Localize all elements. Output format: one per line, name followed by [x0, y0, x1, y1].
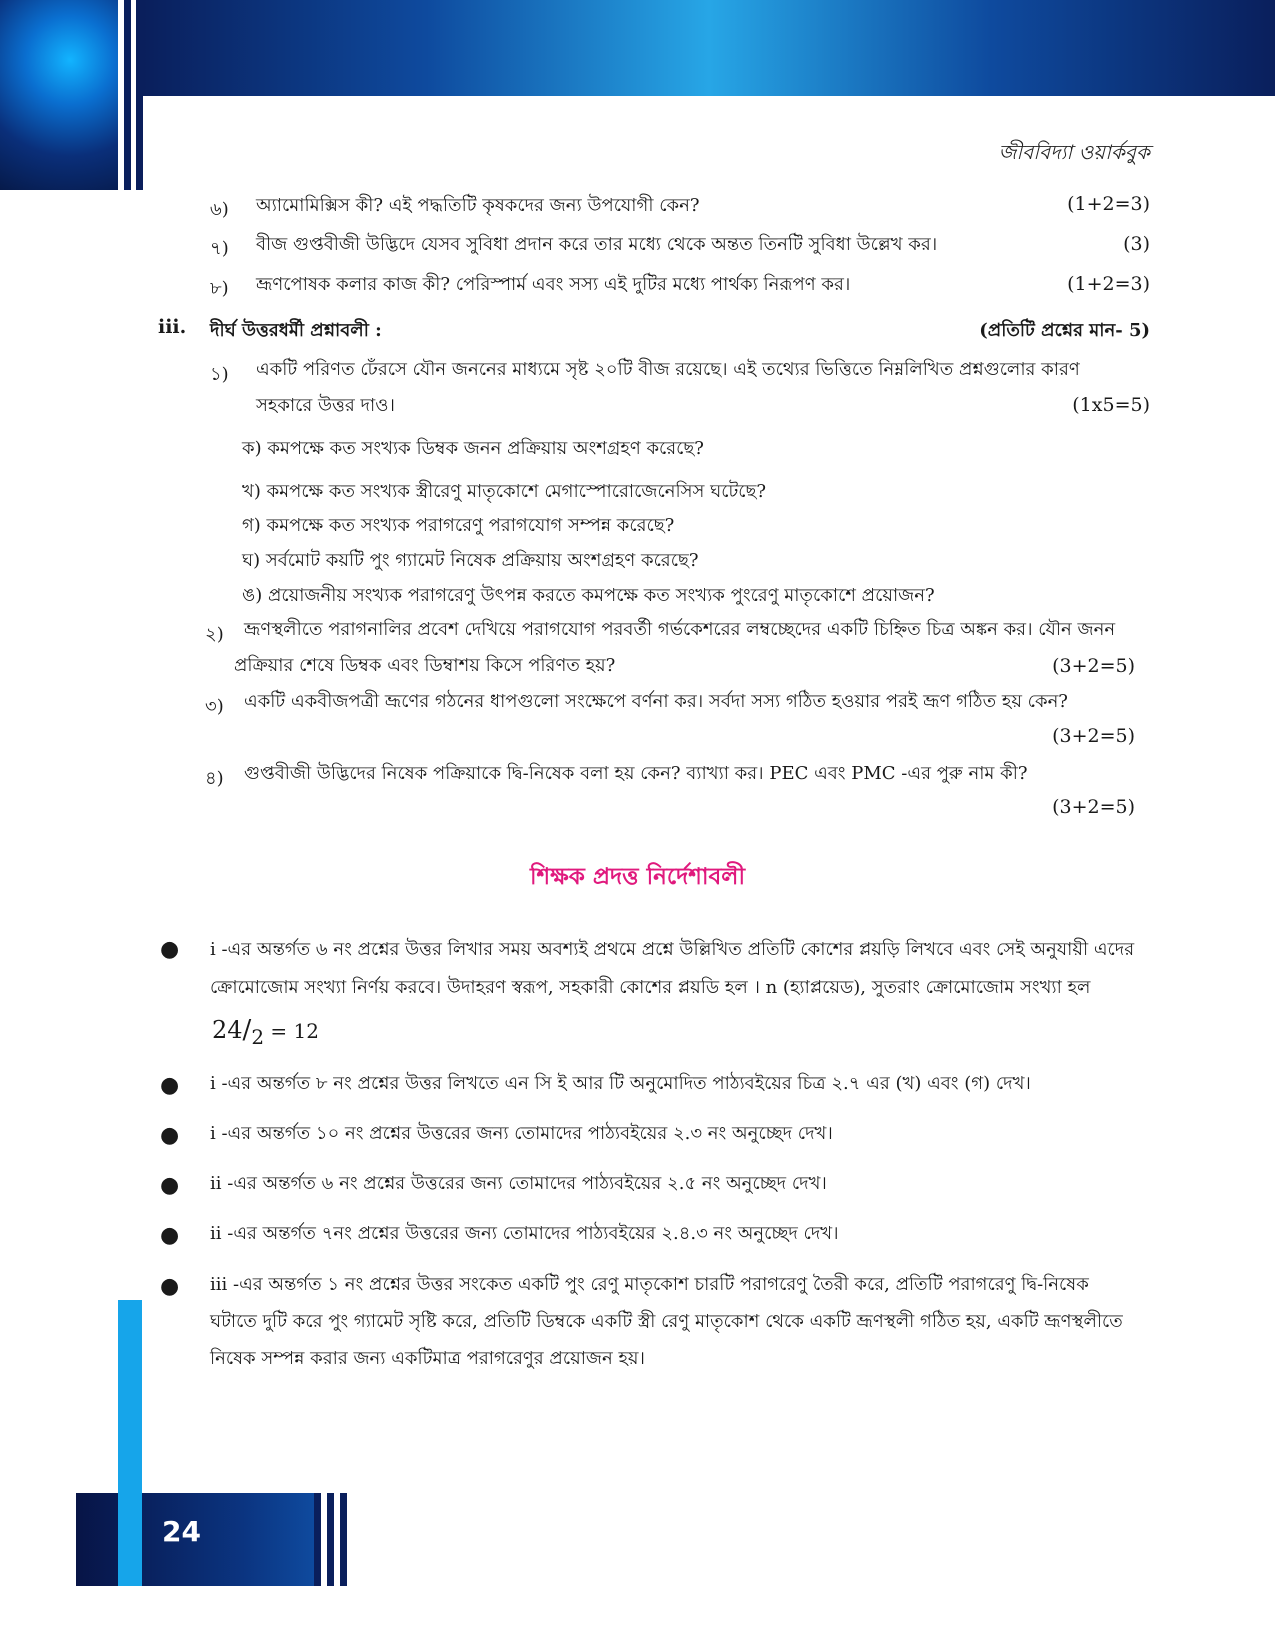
footer-cyan-stripe: [118, 1300, 142, 1586]
fraction-expression: [212, 1015, 319, 1049]
note-text: ii -এর অন্তর্গত ৭নং প্রশ্নের উত্তরের জন্য তোমাদের পাঠ্যবইয়ের ২.৪.৩ নং অনুচ্ছেদ দেখ।: [210, 1223, 839, 1244]
footer-stripe: [327, 1493, 334, 1586]
question-number: ৬): [210, 199, 229, 220]
teacher-notes-heading: শিক্ষক প্রদত্ত নির্দেশাবলী: [529, 863, 746, 890]
question-marks: (1+2=3): [1067, 193, 1150, 215]
page-number: 24: [162, 1515, 201, 1548]
fraction-numerator: 24: [212, 1016, 243, 1044]
question-text: একটি একবীজপত্রী ভ্রূণের গঠনের ধাপগুলো সংক্ষেপে বর্ণনা কর। সর্বদা সস্য গঠিত হওয়ার পরই ভ্রূণ গঠিত হয় কেন?: [244, 691, 1068, 712]
sub-question: ঘ) সর্বমোট কয়টি পুং গ্যামেট নিষেক প্রক্রিয়ায় অংশগ্রহণ করেছে?: [242, 550, 699, 571]
question-number: ৮): [210, 278, 229, 299]
bullet-icon: ●: [160, 1173, 180, 1198]
bullet-icon: ●: [160, 1123, 180, 1148]
question-marks: (1x5=5): [1072, 394, 1150, 416]
question-text-cont: প্রক্রিয়ার শেষে ডিম্বক এবং ডিম্বাশয় কিসে পরিণত হয়?: [234, 655, 616, 676]
question-number: ১): [210, 364, 229, 385]
note-text: i -এর অন্তর্গত ১০ নং প্রশ্নের উত্তরের জন্য তোমাদের পাঠ্যবইয়ের ২.৩ নং অনুচ্ছেদ দেখ।: [210, 1123, 833, 1144]
header-stripe: [124, 0, 131, 190]
question-marks: (3+2=5): [1052, 655, 1135, 677]
question-text: অ্যামোমিক্সিস কী? এই পদ্ধতিটি কৃষকদের জন্য উপযোগী কেন?: [256, 195, 700, 216]
question-text: ভ্রূণপোষক কলার কাজ কী? পেরিস্পার্ম এবং সস্য এই দুটির মধ্যে পার্থক্য নিরূপণ কর।: [256, 274, 851, 295]
section-label: iii.: [158, 316, 187, 338]
footer-stripe: [340, 1493, 347, 1586]
header-stripe: [136, 0, 143, 190]
bullet-icon: ●: [160, 937, 180, 962]
question-text: বীজ গুপ্তবীজী উদ্ভিদে যেসব সুবিধা প্রদান করে তার মধ্যে থেকে অন্তত তিনটি সুবিধা উল্লেখ কর।: [256, 234, 938, 255]
bullet-icon: ●: [160, 1274, 180, 1299]
running-title: জীববিদ্যা ওয়ার্কবুক: [998, 140, 1150, 164]
sub-question: খ) কমপক্ষে কত সংখ্যক স্ত্রীরেণু মাতৃকোশে মেগাস্পোরোজেনেসিস ঘটেছে?: [242, 481, 767, 502]
note-text: i -এর অন্তর্গত ৮ নং প্রশ্নের উত্তর লিখতে এন সি ই আর টি অনুমোদিত পাঠ্যবইয়ের চিত্র ২.৭ এর (খ) এবং (গ) দেখ।: [210, 1073, 1031, 1094]
question-text: গুপ্তবীজী উদ্ভিদের নিষেক পক্রিয়াকে দ্বি-নিষেক বলা হয় কেন? ব্যাখ্যা কর। PEC এবং PMC -এর পুরু নাম কী?: [244, 763, 1028, 784]
question-number: ৭): [210, 238, 229, 259]
note-text: iii -এর অন্তর্গত ১ নং প্রশ্নের উত্তর সংকেত একটি পুং রেণু মাতৃকোশ চারটি পরাগরেণু তৈরী করে, প্রতিটি পরাগরেণু দ্বি-নিষেক: [210, 1274, 1089, 1295]
note-text: i -এর অন্তর্গত ৬ নং প্রশ্নের উত্তর লিখার সময় অবশ্যই প্রথমে প্রশ্নে উল্লিখিত প্রতিটি কোশের প্লয়ড়ি লিখবে এবং সেই অনুযায়ী এদের: [210, 939, 1135, 960]
section-title: দীর্ঘ উত্তরধর্মী প্রশ্নাবলী :: [210, 320, 382, 341]
question-number: ৩): [205, 696, 224, 717]
bullet-icon: ●: [160, 1073, 180, 1098]
question-marks: (1+2=3): [1067, 273, 1150, 295]
question-text: একটি পরিণত ঢেঁরসে যৌন জননের মাধ্যমে সৃষ্ট ২০টি বীজ রয়েছে। এই তথ্যের ভিত্তিতে নিম্নলিখিত প্রশ্নগুলোর কারণ: [256, 359, 1080, 380]
note-text-cont: নিষেক সম্পন্ন করার জন্য একটিমাত্র পরাগরেণুর প্রয়োজন হয়।: [210, 1348, 645, 1369]
section-marks-note: (প্রতিটি প্রশ্নের মান- 5): [979, 320, 1150, 341]
fraction-slash: /: [242, 1015, 252, 1045]
header-gradient-block: [0, 0, 118, 190]
header-band: [143, 0, 1275, 96]
question-number: ২): [205, 624, 224, 645]
question-text: ভ্রূণস্থলীতে পরাগনালির প্রবেশ দেখিয়ে পরাগযোগ পরবর্তী গর্ভকেশরের লম্বচ্ছেদের একটি চিহ্নিত চিত্র অঙ্কন কর। যৌন জনন: [244, 619, 1116, 640]
question-marks: (3+2=5): [1052, 725, 1135, 747]
sub-question: ঙ) প্রয়োজনীয় সংখ্যক পরাগরেণু উৎপন্ন করতে কমপক্ষে কত সংখ্যক পুংরেণু মাতৃকোশে প্রয়োজন?: [242, 585, 935, 606]
note-text-cont: ঘটাতে দুটি করে পুং গ্যামেট সৃষ্টি করে, প্রতিটি ডিম্বকে একটি স্ত্রী রেণু মাতৃকোশ থেকে একটি ভ্রূণস্থলী গঠিত হয়, একটি ভ্রূণস্থলীতে: [210, 1311, 1123, 1332]
note-text: ii -এর অন্তর্গত ৬ নং প্রশ্নের উত্তরের জন্য তোমাদের পাঠ্যবইয়ের ২.৫ নং অনুচ্ছেদ দেখ।: [210, 1173, 827, 1194]
fraction-denominator: 2: [251, 1025, 265, 1049]
bullet-icon: ●: [160, 1223, 180, 1248]
question-marks: (3): [1123, 233, 1150, 255]
footer-stripe: [314, 1493, 321, 1586]
fraction-result: = 12: [270, 1019, 319, 1043]
sub-question: গ) কমপক্ষে কত সংখ্যক পরাগরেণু পরাগযোগ সম্পন্ন করেছে?: [242, 515, 675, 536]
question-text-cont: সহকারে উত্তর দাও।: [256, 395, 395, 416]
question-marks: (3+2=5): [1052, 796, 1135, 818]
question-number: ৪): [205, 768, 224, 789]
sub-question: ক) কমপক্ষে কত সংখ্যক ডিম্বক জনন প্রক্রিয়ায় অংশগ্রহণ করেছে?: [242, 438, 704, 459]
note-text-cont: ক্রোমোজোম সংখ্যা নির্ণয় করবে। উদাহরণ স্বরূপ, সহকারী কোশের প্লয়ডি হল । n (হ্যাপ্লয়েড), সুতরাং ক্রোমোজোম সংখ্যা হল: [210, 977, 1091, 998]
